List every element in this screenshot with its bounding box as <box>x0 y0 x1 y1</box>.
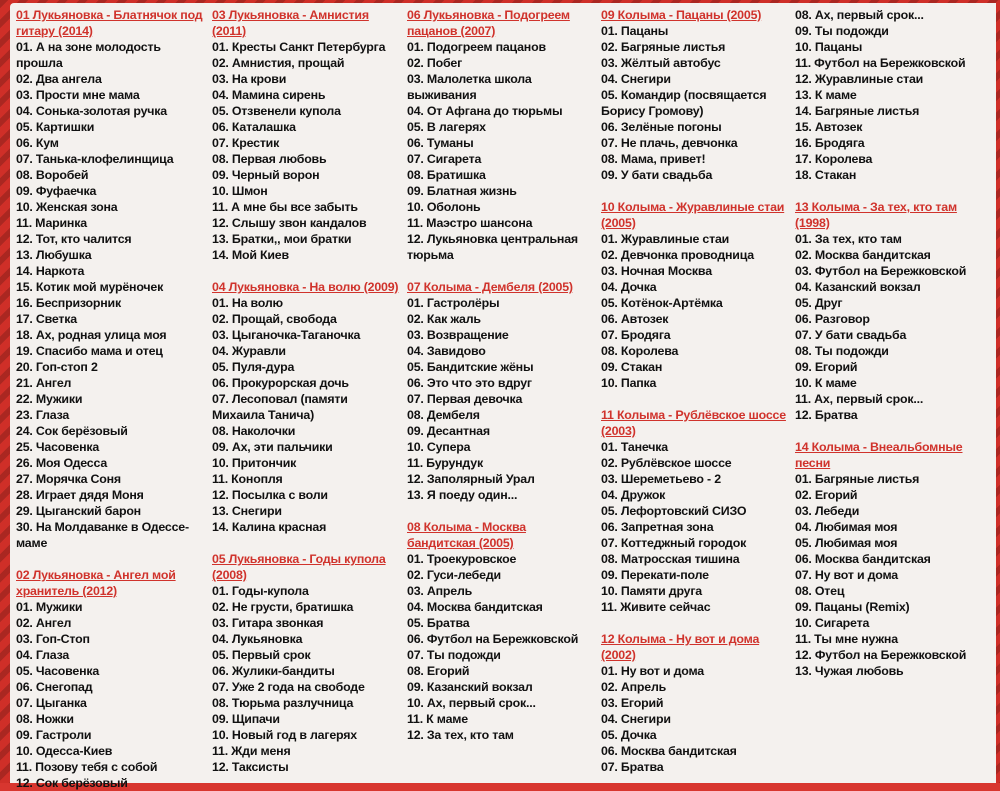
track-item: 11. Жди меня <box>212 744 291 758</box>
track-item: 01. Гастролёры <box>407 296 500 310</box>
track-item: 06. Это что это вдруг <box>407 376 532 390</box>
track-item: 04. От Афгана до тюрьмы <box>407 104 563 118</box>
track-item: 11. Маэстро шансона <box>407 216 533 230</box>
track-item: 02. Девчонка проводница <box>601 248 754 262</box>
track-item: 11. Бурундук <box>407 456 483 470</box>
track-item: 11. Ты мне нужна <box>795 632 898 646</box>
track-item: 10. Шмон <box>212 184 268 198</box>
track-item: 12. Братва <box>795 408 858 422</box>
track-item: 06. Разговор <box>795 312 870 326</box>
track-item: 01. Ну вот и дома <box>601 664 704 678</box>
track-item: 02. Побег <box>407 56 463 70</box>
track-item: 10. Притончик <box>212 456 297 470</box>
track-item: 01. Годы-купола <box>212 584 309 598</box>
track-item: 02. Багряные листья <box>601 40 726 54</box>
album-block <box>795 199 985 423</box>
track-item: 12. Сок берёзовый <box>16 776 128 790</box>
album-block <box>16 567 206 791</box>
tracklist-column-5 <box>795 7 985 679</box>
track-item: 12. За тех, кто там <box>407 728 514 742</box>
track-item: 14. Калина красная <box>212 520 327 534</box>
track-item: 11. Конопля <box>212 472 283 486</box>
track-item: 07. Коттеджный городок <box>601 536 747 550</box>
track-item: 15. Котик мой мурёночек <box>16 280 164 294</box>
track-item: 07. Ну вот и дома <box>795 568 898 582</box>
album-title: 07 Колыма - Дембеля (2005) <box>407 280 573 294</box>
track-item: 13. Любушка <box>16 248 92 262</box>
track-item: 02. Прощай, свобода <box>212 312 337 326</box>
track-item: 04. Любимая моя <box>795 520 898 534</box>
album-block <box>16 7 206 551</box>
track-item: 06. Москва бандитская <box>601 744 737 758</box>
track-item: 05. Братва <box>407 616 470 630</box>
album-title: 05 Лукьяновка - Годы купола (2008) <box>212 552 386 582</box>
track-item: 02. Не грусти, братишка <box>212 600 354 614</box>
track-item: 09. Фуфаечка <box>16 184 97 198</box>
track-item: 08. Отец <box>795 584 845 598</box>
track-item: 17. Королева <box>795 152 873 166</box>
track-item: 07. Не плачь, девчонка <box>601 136 738 150</box>
track-item: 01. Багряные листья <box>795 472 920 486</box>
track-item: 02. Рублёвское шоссе <box>601 456 732 470</box>
track-item: 07. Уже 2 года на свободе <box>212 680 365 694</box>
track-item: 04. Мамина сирень <box>212 88 326 102</box>
track-item: 02. Как жаль <box>407 312 481 326</box>
track-item: 07. Цыганка <box>16 696 87 710</box>
album-block <box>601 199 791 391</box>
album-title: 01 Лукьяновка - Блатнячок под гитару (2014) <box>16 8 203 38</box>
album-title: 14 Колыма - Внеальбомные песни <box>795 440 963 470</box>
track-item: 19. Спасибо мама и отец <box>16 344 163 358</box>
track-item: 05. Дочка <box>601 728 657 742</box>
track-item: 08. Дембеля <box>407 408 480 422</box>
album-block <box>795 439 985 679</box>
track-item: 04. Сонька-золотая ручка <box>16 104 167 118</box>
track-item: 13. К маме <box>795 88 857 102</box>
track-item: 27. Морячка Соня <box>16 472 121 486</box>
track-item: 13. Снегири <box>212 504 282 518</box>
track-item: 10. Супера <box>407 440 471 454</box>
track-item: 12. Тот, кто чалится <box>16 232 132 246</box>
track-item: 09. Перекати-поле <box>601 568 709 582</box>
track-item: 03. Ночная Москва <box>601 264 712 278</box>
track-item: 09. Десантная <box>407 424 490 438</box>
track-item: 03. Цыганочка-Таганочка <box>212 328 361 342</box>
track-item: 07. Бродяга <box>601 328 671 342</box>
track-item: 08. Ножки <box>16 712 74 726</box>
album-title: 04 Лукьяновка - На волю (2009) <box>212 280 399 294</box>
album-block <box>601 631 791 775</box>
track-item: 01. Пацаны <box>601 24 669 38</box>
track-item: 02. Ангел <box>16 616 72 630</box>
album-block <box>601 7 791 183</box>
track-item: 02. Два ангела <box>16 72 102 86</box>
album-block <box>212 551 402 775</box>
track-item: 10. Памяти друга <box>601 584 703 598</box>
track-item: 05. Друг <box>795 296 843 310</box>
track-item: 03. Гоп-Стоп <box>16 632 90 646</box>
track-item: 09. У бати свадьба <box>601 168 713 182</box>
track-item: 05. В лагерях <box>407 120 486 134</box>
track-item: 05. Отзвенели купола <box>212 104 341 118</box>
track-item: 03. Апрель <box>407 584 473 598</box>
track-item: 03. Футбол на Бережковской <box>795 264 967 278</box>
track-item: 20. Гоп-стоп 2 <box>16 360 98 374</box>
tracklist-panel <box>10 3 996 790</box>
track-item: 28. Играет дядя Моня <box>16 488 144 502</box>
track-item: 04. Дружок <box>601 488 666 502</box>
track-item: 08. Мама, привет! <box>601 152 706 166</box>
track-item: 15. Автозек <box>795 120 863 134</box>
track-item: 09. Блатная жизнь <box>407 184 517 198</box>
track-item: 13. Чужая любовь <box>795 664 904 678</box>
tracklist-column-3 <box>407 7 597 743</box>
track-item: 11. Позову тебя с собой <box>16 760 158 774</box>
track-item: 06. Жулики-бандиты <box>212 664 335 678</box>
album-title: 08 Колыма - Москва бандитская (2005) <box>407 520 526 550</box>
album-title: 13 Колыма - За тех, кто там (1998) <box>795 200 957 230</box>
track-item: 04. Глаза <box>16 648 70 662</box>
album-title: 03 Лукьяновка - Амнистия (2011) <box>212 8 369 38</box>
track-item: 29. Цыганский барон <box>16 504 141 518</box>
track-item: 02. Гуси-лебеди <box>407 568 501 582</box>
track-item: 10. Пацаны <box>795 40 863 54</box>
track-item: 03. Малолетка школа выживания <box>407 72 532 102</box>
track-item: 11. Ах, первый срок... <box>795 392 924 406</box>
track-item: 06. Автозек <box>601 312 669 326</box>
album-block <box>407 7 597 263</box>
track-item: 06. Зелёные погоны <box>601 120 722 134</box>
track-item: 05. Пуля-дура <box>212 360 295 374</box>
track-item: 04. Дочка <box>601 280 657 294</box>
track-item: 08. Тюрьма разлучница <box>212 696 354 710</box>
track-item: 06. Москва бандитская <box>795 552 931 566</box>
track-item: 02. Амнистия, прощай <box>212 56 345 70</box>
track-item: 03. Жёлтый автобус <box>601 56 721 70</box>
track-item: 11. К маме <box>407 712 468 726</box>
track-item: 07. У бати свадьба <box>795 328 907 342</box>
track-item: 05. Картишки <box>16 120 95 134</box>
track-item: 02. Апрель <box>601 680 667 694</box>
album-title: 10 Колыма - Журавлиные стаи (2005) <box>601 200 785 230</box>
track-item: 12. Заполярный Урал <box>407 472 535 486</box>
album-block <box>212 7 402 263</box>
track-item: 10. Новый год в лагерях <box>212 728 357 742</box>
track-item: 22. Мужики <box>16 392 83 406</box>
track-item: 06. Каталашка <box>212 120 296 134</box>
track-item: 13. Я поеду один... <box>407 488 518 502</box>
track-item: 10. Ах, первый срок... <box>407 696 536 710</box>
track-item: 12. Футбол на Бережковской <box>795 648 967 662</box>
track-item: 17. Светка <box>16 312 77 326</box>
track-item: 04. Казанский вокзал <box>795 280 921 294</box>
track-item: 09. Егорий <box>795 360 858 374</box>
album-title: 09 Колыма - Пацаны (2005) <box>601 8 762 22</box>
track-item: 14. Багряные листья <box>795 104 920 118</box>
track-item: 16. Беспризорник <box>16 296 121 310</box>
track-item: 18. Ах, родная улица моя <box>16 328 167 342</box>
track-item: 03. Егорий <box>601 696 664 710</box>
album-block <box>407 279 597 503</box>
track-item: 03. Шереметьево - 2 <box>601 472 721 486</box>
track-item: 06. Запретная зона <box>601 520 714 534</box>
track-item: 08. Королева <box>601 344 679 358</box>
track-item: 05. Лефортовский СИЗО <box>601 504 747 518</box>
album-block <box>212 279 402 535</box>
track-item: 07. Танька-клофелинщица <box>16 152 174 166</box>
track-item: 04. Москва бандитская <box>407 600 543 614</box>
track-item: 03. Возвращение <box>407 328 509 342</box>
album-block <box>601 407 791 615</box>
track-item: 01. За тех, кто там <box>795 232 902 246</box>
track-item: 11. Маринка <box>16 216 87 230</box>
track-item: 09. Пацаны (Remix) <box>795 600 910 614</box>
track-item: 01. Кресты Санкт Петербурга <box>212 40 386 54</box>
track-item: 01. Журавлиные стаи <box>601 232 730 246</box>
track-item: 07. Крестик <box>212 136 280 150</box>
track-item: 30. На Молдаванке в Одессе-маме <box>16 520 189 550</box>
track-item: 04. Лукьяновка <box>212 632 303 646</box>
track-item: 14. Наркота <box>16 264 85 278</box>
track-item: 07. Лесоповал (памяти Михаила Танича) <box>212 392 348 422</box>
track-item: 05. Бандитские жёны <box>407 360 534 374</box>
track-item: 08. Егорий <box>407 664 470 678</box>
tracklist-column-4 <box>601 7 791 775</box>
track-item: 01. Подогреем пацанов <box>407 40 546 54</box>
track-item: 03. Гитара звонкая <box>212 616 324 630</box>
track-item: 08. Наколочки <box>212 424 296 438</box>
track-item: 12. Лукьяновка центральная тюрьма <box>407 232 578 262</box>
track-item: 05. Командир (посвящается Борису Громову) <box>601 88 767 118</box>
track-item: 24. Сок берёзовый <box>16 424 128 438</box>
track-item: 05. Часовенка <box>16 664 100 678</box>
track-item: 25. Часовенка <box>16 440 100 454</box>
track-item: 18. Стакан <box>795 168 857 182</box>
track-item: 09. Щипачи <box>212 712 280 726</box>
album-title: 02 Лукьяновка - Ангел мой хранитель (2012) <box>16 568 176 598</box>
track-item: 26. Моя Одесса <box>16 456 108 470</box>
track-item: 11. А мне бы все забыть <box>212 200 358 214</box>
track-item: 04. Журавли <box>212 344 286 358</box>
track-item: 10. Одесса-Киев <box>16 744 113 758</box>
track-item: 07. Сигарета <box>407 152 482 166</box>
track-item: 08. Братишка <box>407 168 486 182</box>
album-block <box>795 7 985 183</box>
track-item: 01. Мужики <box>16 600 83 614</box>
track-item: 08. Ах, первый срок... <box>795 8 924 22</box>
track-item: 06. Снегопад <box>16 680 93 694</box>
track-item: 09. Ты подожди <box>795 24 889 38</box>
album-title: 06 Лукьяновка - Подогреем пацанов (2007) <box>407 8 570 38</box>
track-item: 09. Ах, эти пальчики <box>212 440 333 454</box>
track-item: 03. Лебеди <box>795 504 860 518</box>
track-item: 16. Бродяга <box>795 136 865 150</box>
track-item: 06. Туманы <box>407 136 474 150</box>
album-title: 11 Колыма - Рублёвское шоссе (2003) <box>601 408 786 438</box>
track-item: 08. Матросская тишина <box>601 552 740 566</box>
album-title: 12 Колыма - Ну вот и дома (2002) <box>601 632 760 662</box>
track-item: 06. Футбол на Бережковской <box>407 632 579 646</box>
track-item: 05. Котёнок-Артёмка <box>601 296 723 310</box>
track-item: 10. К маме <box>795 376 857 390</box>
tracklist-column-2 <box>212 7 402 775</box>
track-item: 05. Первый срок <box>212 648 311 662</box>
track-item: 12. Посылка с воли <box>212 488 328 502</box>
track-item: 10. Женская зона <box>16 200 118 214</box>
track-item: 12. Таксисты <box>212 760 289 774</box>
track-item: 01. Танечка <box>601 440 668 454</box>
track-item: 23. Глаза <box>16 408 70 422</box>
track-item: 08. Первая любовь <box>212 152 327 166</box>
track-item: 04. Снегири <box>601 72 671 86</box>
track-item: 02. Егорий <box>795 488 858 502</box>
track-item: 10. Сигарета <box>795 616 870 630</box>
track-item: 01. На волю <box>212 296 283 310</box>
track-item: 07. Первая девочка <box>407 392 523 406</box>
track-item: 11. Живите сейчас <box>601 600 711 614</box>
album-block <box>407 519 597 743</box>
track-item: 07. Ты подожди <box>407 648 501 662</box>
track-item: 03. Прости мне мама <box>16 88 140 102</box>
track-item: 06. Кум <box>16 136 59 150</box>
track-item: 13. Братки,, мои братки <box>212 232 352 246</box>
track-item: 10. Папка <box>601 376 657 390</box>
track-item: 06. Прокурорская дочь <box>212 376 349 390</box>
track-item: 08. Воробей <box>16 168 89 182</box>
track-item: 09. Казанский вокзал <box>407 680 533 694</box>
track-item: 01. А на зоне молодость прошла <box>16 40 161 70</box>
track-item: 09. Черный ворон <box>212 168 320 182</box>
track-item: 21. Ангел <box>16 376 72 390</box>
track-item: 04. Снегири <box>601 712 671 726</box>
track-item: 08. Ты подожди <box>795 344 889 358</box>
track-item: 03. На крови <box>212 72 287 86</box>
track-item: 02. Москва бандитская <box>795 248 931 262</box>
track-item: 14. Мой Киев <box>212 248 289 262</box>
track-item: 04. Завидово <box>407 344 486 358</box>
track-item: 05. Любимая моя <box>795 536 898 550</box>
track-item: 01. Троекуровское <box>407 552 517 566</box>
track-item: 09. Стакан <box>601 360 663 374</box>
track-item: 12. Слышу звон кандалов <box>212 216 367 230</box>
tracklist-column-1 <box>16 7 206 791</box>
track-item: 07. Братва <box>601 760 664 774</box>
track-item: 09. Гастроли <box>16 728 92 742</box>
track-item: 10. Оболонь <box>407 200 481 214</box>
track-item: 11. Футбол на Бережковской <box>795 56 966 70</box>
track-item: 12. Журавлиные стаи <box>795 72 924 86</box>
